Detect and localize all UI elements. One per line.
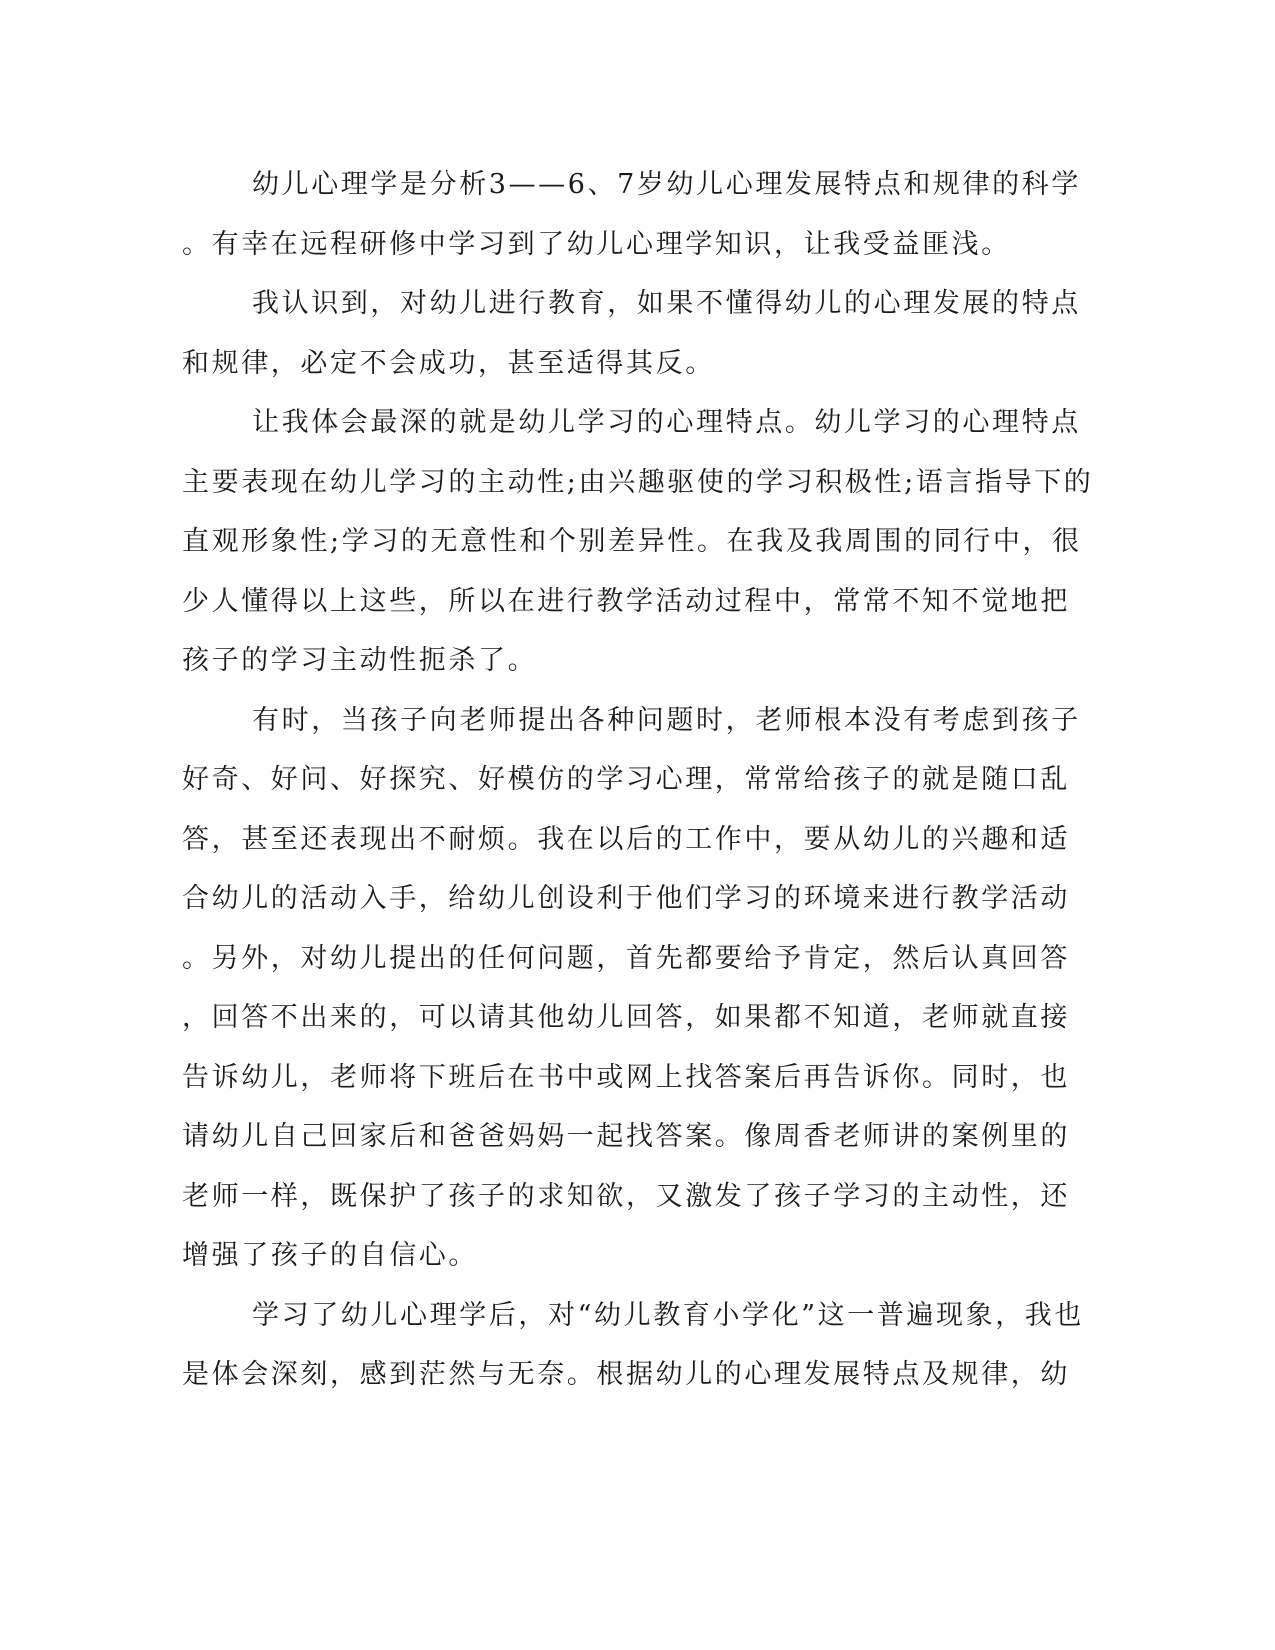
text-line: 合幼儿的活动入手，给幼儿创设利于他们学习的环境来进行教学活动: [182, 883, 1070, 914]
text-line: ，回答不出来的，可以请其他幼儿回答，如果都不知道，老师就直接: [182, 1002, 1070, 1033]
text-line: 。另外，对幼儿提出的任何问题，首先都要给予肯定，然后认真回答: [182, 942, 1070, 974]
document-body: [182, 155, 1094, 1405]
text-line: 孩子的学习主动性扼杀了。: [182, 645, 538, 676]
text-line: 增强了孩子的自信心。: [182, 1240, 478, 1271]
text-line: 。有幸在远程研修中学习到了幼儿心理学知识，让我受益匪浅。: [182, 228, 1011, 260]
text-line: 和规律，必定不会成功，甚至适得其反。: [182, 347, 715, 379]
text-line: 主要表现在幼儿学习的主动性;由兴趣驱使的学习积极性;语言指导下的: [182, 466, 1094, 498]
text-line: 我认识到，对幼儿进行教育，如果不懂得幼儿的心理发展的特点: [252, 288, 1081, 319]
text-line: 好奇、好问、好探究、好模仿的学习心理，常常给孩子的就是随口乱: [182, 764, 1070, 795]
text-line: 答，甚至还表现出不耐烦。我在以后的工作中，要从幼儿的兴趣和适: [182, 823, 1070, 855]
text-line: 学习了幼儿心理学后，对“幼儿教育小学化”这一普遍现象，我也: [252, 1299, 1085, 1331]
text-line: 幼儿心理学是分析3——6、7岁幼儿心理发展特点和规律的科学: [252, 169, 1081, 200]
text-line: 少人懂得以上这些，所以在进行教学活动过程中，常常不知不觉地把: [182, 585, 1070, 617]
text-line: 告诉幼儿，老师将下班后在书中或网上找答案后再告诉你。同时，也: [182, 1061, 1070, 1093]
text-line: 是体会深刻，感到茫然与无奈。根据幼儿的心理发展特点及规律，幼: [182, 1359, 1070, 1390]
text-line: 让我体会最深的就是幼儿学习的心理特点。幼儿学习的心理特点: [252, 407, 1081, 438]
text-line: 直观形象性;学习的无意性和个别差异性。在我及我周围的同行中，很: [182, 526, 1082, 557]
text-line: 老师一样，既保护了孩子的求知欲，又激发了孩子学习的主动性，还: [182, 1180, 1070, 1212]
text-line: 请幼儿自己回家后和爸爸妈妈一起找答案。像周香老师讲的案例里的: [182, 1121, 1070, 1152]
text-line: 有时，当孩子向老师提出各种问题时，老师根本没有考虑到孩子: [252, 704, 1081, 736]
